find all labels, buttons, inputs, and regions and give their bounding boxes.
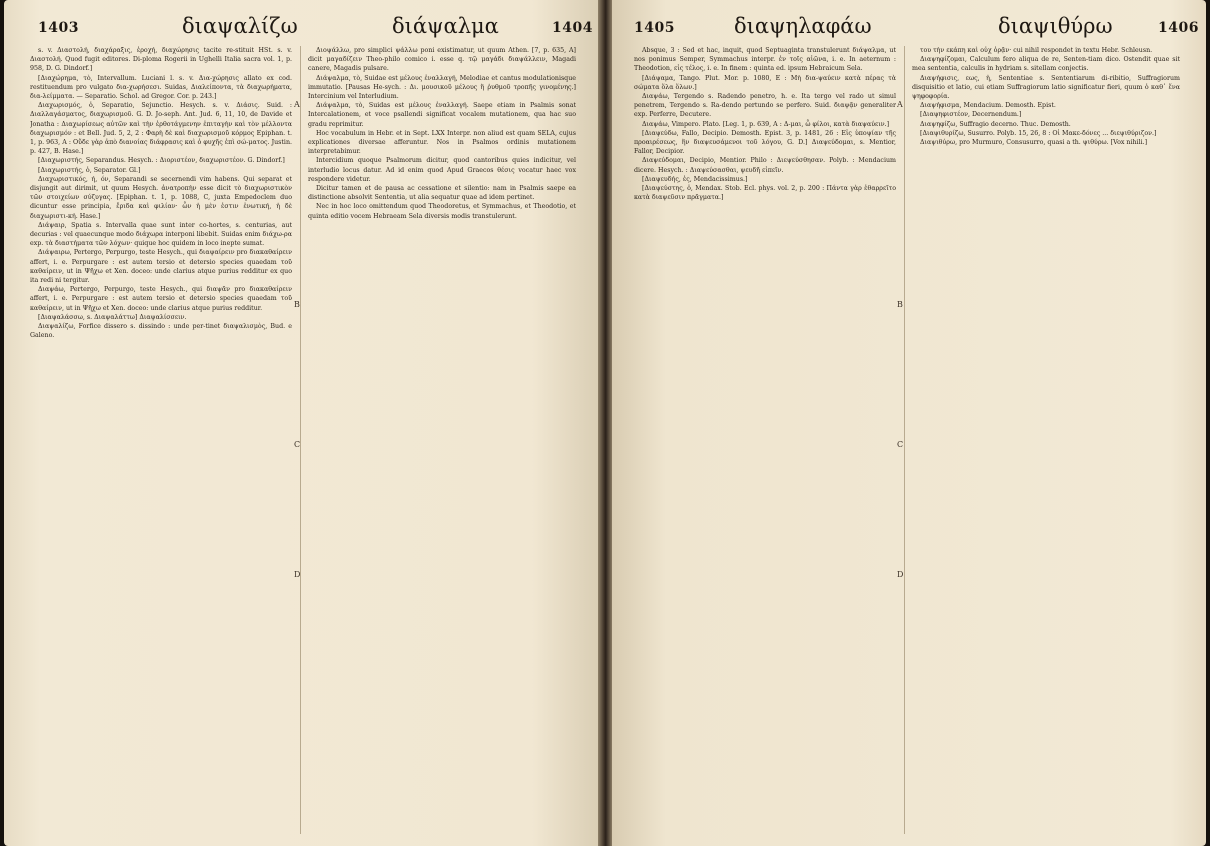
left-page-header: [4, 10, 604, 40]
entry: Διάψαλμα, τὸ, Suidas est μέλους ἐναλλαγή. Saepe etiam in Psalmis sonat Intercalationem, et voce psallendi significat vocalem mutationem, qua hac suo gradu reprimitur.: [308, 102, 576, 128]
entry: Διάψαλμα, τὸ, Suidae est μέλους ἐναλλαγή, Melodiae et cantus modulationisque immutatio. [Pausas He-sych. : Δι. μουσικοῦ μέλους ἢ ῥυθμοῦ τροπῆς γινομένης.] Intercinium vel Interludium.: [308, 74, 576, 101]
entry: s. v. Διαστολή, διαχάραξις, ἐροχή, διαχώρησις tacite re-stituit HSt. s. v. Διαστολή. Quod fugit editores. Di-ploma Rogerii in Ughelli Italia sacra vol. 1, p. 958, D. G. Dindorf.]: [30, 47, 292, 73]
text-column: [308, 46, 576, 836]
entry: Διαχωρισμός, ὁ, Separatio, Sejunctio. Hesych. s. v. Διάσις. Suid. : Διαλλαγάσματος, διαχωρισμοῦ. G. D. Jo-seph. Ant. Jud. 6, 11, 10, de Davide et Jonatha : Διαχωρίσεως αὐτῶν καὶ τὴν ἐρθοτάγμενην ἐπιταγὴν καὶ τὸν μέλλοντα διαχωρισμόν : et Bell. Jud. 5, 2, 2 : Φαρὴ δὲ καὶ διαχωρισμοῦ κόρμος Epiphan. t. 1, p. 963, A : Οὕδε γὰρ ἀπὸ διανοίας διάφρασις καὶ ὁ φυχῆς ἐπὶ σώ-ματος. Justin. p. 427, B. Hase.]: [30, 102, 292, 156]
entry: Hoc vocabulum in Hebr. et in Sept. LXX Interpr. non aliud est quam SELA, cujus explicationes diversae afferuntur. Nos in Psalmos ordinis mutationem interpretabimur.: [308, 129, 576, 156]
column-rule: [300, 46, 301, 834]
entry: [Διαψαλάσσω, s. Διαψαλάττω] Διαψαλίσσειν.: [38, 313, 187, 321]
entry: του τὴν εκάπη καὶ οὐχ ὁρᾷν· cui nihil respondet in textu Hebr. Schleusn.: [920, 47, 1153, 54]
entry: [Διαψεύστης, ὁ, Mendax. Stob. Ecl. phys. vol. 2, p. 200 : Πάντα γὰρ ἐθαρρεῖτο κατὰ διαψεῦσιν πρᾶγματα.]: [634, 185, 896, 202]
entry: Absque, 3 : Sed et hac, inquit, quod Septuaginta transtulerunt διάψαλμα, ut nos ponimus Semper, Symmachus interpr. ἐν τοῖς αἰῶνα, i. e. In aeternum : Theodotion, εἰς τέλος, i. e. In finem : quinta ed. ipsum Hebraicum Sela.: [634, 47, 896, 73]
entry: Διαψιθύρω, pro Murmuro, Consusurro, quasi a th. ψιθύρω. [Vox nihili.]: [920, 139, 1148, 147]
entry: Διαψηφίζω, Suffragio decerno. Thuc. Demosth.: [920, 120, 1071, 128]
entry: Διαψεύδομαι, Decipio, Mentior. Philo : Διεψεύσθησαν. Polyb. : Mendacium dicere. Hesych. : Διαψεύσασθαι, ψευδῆ εἰπεῖν.: [634, 157, 896, 174]
left-page: [4, 0, 604, 846]
book-gutter: [598, 0, 612, 846]
text-column: [634, 46, 896, 836]
section-letter: C: [897, 440, 904, 449]
page-number: 1404: [552, 20, 593, 36]
entry: [Διαψευδής, ἐς, Mendacissimus.]: [642, 175, 748, 183]
entry: Διάψαιρ, Spatia s. Intervalla quae sunt inter co-hortes, s. centurias, aut decurias : vel quaecunque modo διάχωρα interponi libebit. Suidas enim διάχω-ρα exp. τὰ διαστήματα τῶν λόχων· quique hoc quidem in loco inepte sumat.: [30, 221, 292, 248]
running-headword: διάψαλμα: [392, 14, 499, 38]
entry: Dicitur tamen et de pausa ac cessatione et silentio: nam in Psalmis saepe ea distinctione absolvit Sententia, ut alia sequatur quae ad idem pertinet.: [308, 185, 576, 202]
entry: Διοψάλλω, pro simplici ψάλλω poni existimatur, ut quum Athen. [7, p. 635, A] dicit μαγαδίζειν Theo-philo comico i. esse q. τῷ μαγάδι διαψάλλειν, Magadi canere, Magadis pulsare.: [308, 47, 576, 73]
entry: Διαχωριστικός, ή, όν, Separandi se secernendi vim habens. Qui separat et disjungit aut dirimit, ut quum Hesych. ἀνατροπὴν esse dicit τὸ διαχωριστικὸν τῶν στοιχείων σύζυγας. [Epiphan. t. 1, p. 1088, C, juxta Empedoclem duo dicuntur esse principia, ἔριδα καὶ φιλίαν· ὧν ἡ μὲν ἐστιν ἑνωτική, ἡ δὲ διαχωριστι-κή. Hase.]: [30, 175, 292, 220]
entry: [Διαχώρημα, τὸ, Intervallum. Luciani l. s. v. Δια-χώρησις allato ex cod. restituendum pro vulgato δια-χωρήσεσι. Suidas, Διαλείποντα, τὰ διαχωρήματα, δια-λείμματα. — Separatio. Schol. ad Gregor. Cor. p. 243.]: [30, 74, 292, 101]
right-page-header: [606, 10, 1206, 40]
entry: [Διαψιθυρίζω, Susurro. Polyb. 15, 26, 8 : Οἱ Μακε-δόνες ... διεψιθύριζον.]: [920, 129, 1157, 137]
section-letter: B: [897, 300, 903, 309]
section-letter: A: [897, 100, 903, 109]
entry: [Διαψηφιστέον, Decernendum.]: [920, 111, 1022, 119]
running-headword: διαψιθύρω: [998, 14, 1113, 38]
entry: Διαψηφίζομαι, Calculum fero aliqua de re, Senten-tiam dico. Ostendit quae sit mea sententia, calculis in hydriam s. sitellam conjectis.: [912, 56, 1180, 73]
section-letter: D: [294, 570, 301, 579]
page-number: 1405: [634, 20, 675, 36]
entry: Διαψάω, Vimpero. Plato. [Leg. 1, p. 639, A : Δ-μαι, ὦ φίλοι, κατὰ διαψαύειν.]: [642, 120, 890, 128]
section-letter: D: [897, 570, 904, 579]
text-column: [30, 46, 292, 836]
entry: [Διαχωριστής, Separandus. Hesych. : Διοριστέον, διαχωριστέον. G. Dindorf.]: [38, 157, 285, 165]
running-headword: διαψηλαφάω: [734, 14, 872, 38]
entry: [Διάψαμα, Tango. Plut. Mor. p. 1080, E : Μὴ δια-ψαύειν κατὰ πέρας τὰ σώματα ὅλα ὅλων.]: [634, 74, 896, 91]
column-rule: [904, 46, 905, 834]
page-number: 1406: [1158, 20, 1199, 36]
entry: Διαψήφισμα, Mendacium. Demosth. Epist.: [920, 102, 1056, 110]
entry: Διάψαιρω, Pertergo, Perpurgo, teste Hesych., qui διαψαίρειν pro διακαθαίρειν affert, i. e. Perpurgare : est autem tersio et detersio species quaedam τοῦ καθαίρειν, ut in Ψῆχω et Xen. doceo: unde clarius atque purius redditur ex quo ita redi ni tergitur.: [30, 249, 292, 285]
page-number: 1403: [38, 20, 79, 36]
entry: [Διαψεύδω, Fallo, Decipio. Demosth. Epist. 3, p. 1481, 26 : Εἰς ὑποψίαν τῆς προαιρέσεως, ἣν διαψευσάμενοι τοῦ λόγου, G. D.] Διαψεύδομαι, s. Mentior, Fallor, Decipior.: [634, 129, 896, 156]
text-column: [912, 46, 1180, 836]
right-page: [606, 0, 1206, 846]
entry: Διαψάω, Pertergo, Perpurgo, teste Hesych., qui διαψᾶν pro διακαθαίρειν affert, i. e. Perpurgare : est autem tersio et detersio species quaedam τοῦ καθαίρειν, ut in Ψῆχω et Xen. doceo: unde clarius atque purius redditur.: [30, 286, 292, 312]
section-letter: C: [294, 440, 301, 449]
entry: Διαψήφισις, εως, ἡ, Sententiae s. Sententiarum di-ribitio, Suffragiorum disquisitio et latio, cui etiam Suffragiorum latio significatur fieri, quum ὁ καθ᾽ ἕνα ψηφοφορία.: [912, 74, 1180, 101]
section-letter: B: [294, 300, 300, 309]
entry: Intercidium quoque Psalmorum dicitur, quod cantoribus quies indicitur, vel interludio locus datur. Ad id enim quod Apud Graecos θέσις vocatur haec vox respondere videtur.: [308, 157, 576, 183]
entry: Nec in hoc loco omittendum quod Theodoretus, et Symmachus, et Theodotio, et quinta editio vocem Hebraeam Sela diversis modis transtulerunt.: [308, 203, 576, 220]
entry: Διαψάω, Tergendo s. Radendo penetro, h. e. Ita tergo vel rado ut simul penetrem, Tergendo s. Ra-dendo pertundo se perfero. Suid. διαψᾷν generaliter exp. Perferre, Decutere.: [634, 93, 896, 119]
section-letter: A: [294, 100, 300, 109]
running-headword: διαψαλίζω: [182, 14, 298, 38]
entry: Διαψαλίζω, Forfice dissero s. dissindo : unde per-tinet διαψαλισμὸς, Bud. e Galeno.: [30, 323, 292, 340]
entry: [Διαχωριστής, ὁ, Separator. Gl.]: [38, 166, 141, 174]
